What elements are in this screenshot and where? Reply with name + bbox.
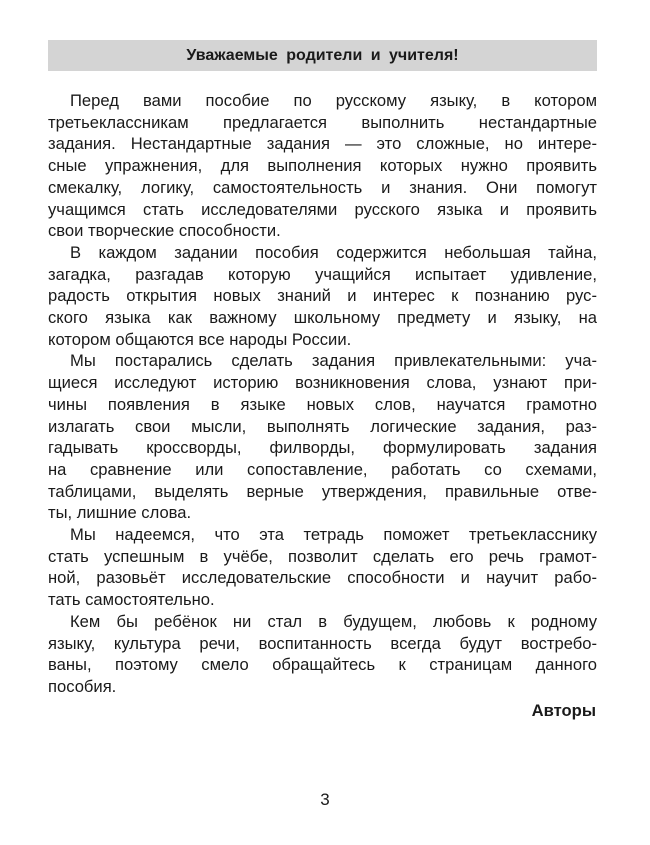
body-text: [48, 90, 597, 698]
signature: Авторы: [531, 701, 596, 720]
text-line: ваны, поэтому смело обращайтесь к страницам данного: [48, 655, 597, 675]
text-line: ского языка как важному школьному предмету и языку, на: [48, 308, 597, 328]
text-line: щиеся исследуют историю возникновения слова, узнают при-: [48, 373, 597, 393]
text-line: Перед вами пособие по русскому языку, в котором: [70, 91, 597, 110]
text-line: излагать свои мысли, выполнять логические задания, раз-: [48, 416, 597, 436]
text-line: языку, культура речи, воспитанность всегда будут востребо-: [48, 633, 597, 653]
text-line: таблицами, выделять верные утверждения, правильные отве-: [48, 481, 597, 501]
text-line: на сравнение или сопоставление, работать со схемами,: [48, 459, 597, 479]
text-line: Мы постарались сделать задания привлекательными: уча-: [70, 351, 597, 371]
paragraph: [48, 90, 597, 242]
text-line: свои творческие способности.: [48, 221, 281, 241]
text-line: Кем бы ребёнок ни стал в будущем, любовь к родному: [70, 611, 597, 631]
text-line: учащимся стать исследователями русского языка и проявить: [48, 199, 597, 219]
text-line: смекалку, логику, самостоятельность и знания. Они помогут: [48, 177, 597, 197]
paragraph: [48, 524, 597, 611]
page-title: Уважаемые родители и учителя!: [186, 46, 459, 64]
text-line: ной, разовьёт исследовательские способности и научит рабо-: [48, 568, 597, 588]
text-line: радость открытия новых знаний и интерес к познанию рус-: [48, 286, 597, 306]
text-line: ты, лишние слова.: [48, 503, 192, 523]
text-line: В каждом задании пособия содержится небольшая тайна,: [70, 242, 597, 262]
text-line: задания. Нестандартные задания — это сложные, но интере-: [48, 134, 597, 154]
text-line: Мы надеемся, что эта тетрадь поможет третьекласснику: [70, 525, 597, 545]
text-line: тать самостоятельно.: [48, 590, 215, 610]
title-banner: [48, 40, 597, 71]
text-line: чины появления в языке новых слов, научатся грамотно: [48, 394, 597, 414]
text-line: пособия.: [48, 676, 117, 696]
text-line: третьеклассникам предлагается выполнить нестандартные: [48, 112, 597, 132]
text-line: гадывать кроссворды, филворды, формулировать задания: [48, 438, 597, 458]
paragraph: [48, 350, 597, 524]
text-line: сные упражнения, для выполнения которых нужно проявить: [48, 156, 597, 176]
text-line: стать успешным в учёбе, позволит сделать его речь грамот-: [48, 546, 597, 566]
page-number: 3: [320, 790, 330, 809]
paragraph: [48, 242, 597, 351]
paragraph: [48, 611, 597, 698]
text-line: котором общаются все народы России.: [48, 329, 352, 349]
text-line: загадка, разгадав которую учащийся испытает удивление,: [48, 264, 597, 284]
